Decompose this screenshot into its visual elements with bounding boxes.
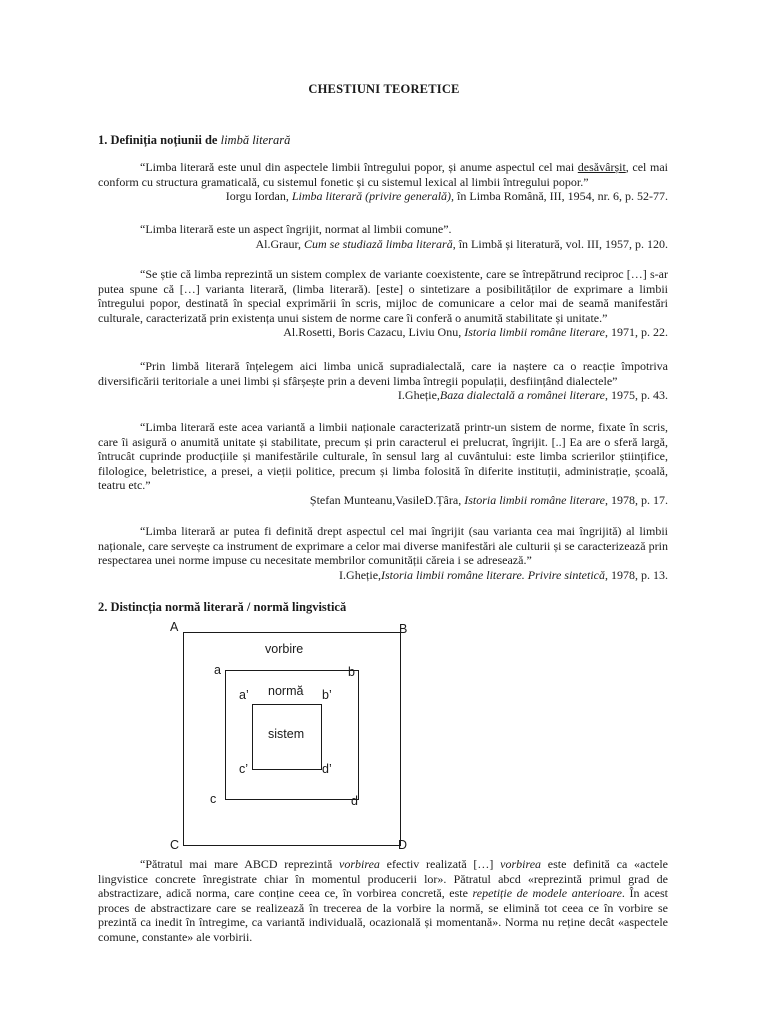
label-inner-a: a’ [239,688,249,702]
label-middle-a: a [214,663,221,677]
quote-source: Iorgu Iordan, Limba literară (privire generală), în Limba Română, III, 1954, nr. 6, p. 52-77. [225,189,668,204]
label-middle-b: b [348,665,355,679]
section-2-heading: 2. Distincția normă literară / normă lingvistică [98,600,347,614]
quote-source: Al.Rosetti, Boris Cazacu, Liviu Onu, Istoria limbii române literare, 1971, p. 22. [283,325,668,340]
label-inner-c: c’ [239,762,249,776]
label-outer-b: B [399,622,408,636]
label-inner-b: b’ [322,688,332,702]
quote-text: “Se știe că limba reprezintă un sistem complex de variante coexistente, care se întrepătrund reciproc […] s-ar putea spune că […] varianta literară, (limba literară). [este] o sintetizare a posibilităților de exprimare a limbii întregului popor, destinată în special exprimării în scris, mijloc de comunicare a celor mai de seamă manifestări culturale, caracterizată prin existența unui sistem de norme care îi conferă o anumită stabilitate și unitate.” [98,267,668,325]
quote-graur [98,222,668,251]
nested-squares-diagram [160,618,420,858]
quote-ghetie-1978 [98,524,668,582]
quote-source: Ștefan Munteanu,VasileD.Țâra, Istoria limbii române literare, 1978, p. 17. [309,492,668,507]
section-1-heading [98,133,290,148]
quote-text: “Limba literară este un aspect îngrijit, normat al limbii comune”. [140,222,452,236]
underlined-word: desăvârșit [577,160,626,174]
label-outer-d: D [398,838,408,852]
quote-iordan [98,160,668,204]
quote-source: Al.Graur, Cum se studiază limba literară, în Limbă și literatură, vol. III, 1957, p. 120. [255,236,668,251]
quote-ghetie-1975 [98,359,668,403]
label-vorbire: vorbire [265,642,304,656]
section-1-term: limbă literară [220,133,291,147]
label-outer-a: A [170,620,179,634]
quote-text: “Limba literară este unul din aspectele limbii întregului popor, și anume aspectul cel mai desăvârșit, cel mai conform cu structura gramaticală, cu sistemul fonetic și cu sistemul lexical al limbii întregului popor.” [98,160,669,189]
label-middle-c: c [210,792,217,806]
label-sistem: sistem [268,727,305,741]
label-outer-c: C [170,838,180,852]
quote-munteanu [98,420,668,508]
quote-text: “Prin limbă literară înțelegem aici limba unică supradialectală, care ia naștere ca o reacție împotriva diversificării teritoriale a unei limbi și sfârșește prin a deveni limba întregii populații, desființând dialectele” [98,359,668,388]
quote-rosetti [98,267,668,340]
quote-source: I.Gheție,Istoria limbii române literare. Privire sintetică, 1978, p. 13. [339,567,668,582]
quote-source: I.Gheție,Baza dialectală a românei literare, 1975, p. 43. [397,388,668,403]
label-middle-d: d [351,794,358,808]
label-norma: normă [268,684,304,698]
final-paragraph [98,857,668,945]
page-title: CHESTIUNI TEORETICE [308,82,460,96]
quote-text: “Limba literară este acea variantă a limbii naționale caracterizată printr-un sistem de norme, fixate în scris, care îi asigură o anumită unitate și stabilitate, precum și prin caracterul ei prelucrat, îngrijit. [..] Ea are o sferă largă, întrucât cuprinde producțiile și manifestările culturale, în sensul larg al cuvântului: este limba scrierilor științifice, filologice, beletristice, a presei, a vieții politice, precum și limba folosită în diferite instituții, administrație, școală, teatru etc.” [98,420,668,493]
label-inner-d: d’ [322,762,332,776]
section-1-label: 1. Definiția noțiunii de [98,133,218,147]
paragraph-text: “Pătratul mai mare ABCD reprezintă vorbirea efectiv realizată […] vorbirea este definită ca «actele lingvistice concrete înregistrate chiar în momentul producerii lor». Pătratul abcd «reprezintă primul grad de abstractizare, adică norma, care conține ceea ce, în vorbirea concretă, este repetiție de modele anterioare. În acest proces de abstractizare care se realizează în trecerea de la vorbire la normă, se elimină tot ceea ce în vorbire se prezintă ca inedit în întregime, ca variantă individuală, ocazională și momentană». Norma nu reține decât «aspectele comune, constante» ale vorbirii. [98,857,668,944]
quote-text: “Limba literară ar putea fi definită drept aspectul cel mai îngrijit (sau varianta cea mai îngrijită) al limbii naționale, care servește ca instrument de exprimare a celor mai diverse manifestări ale culturii și se caracterizează prin respectarea unei norme impuse cu necesitate membrilor comunității căreia i se adresează.” [98,524,668,568]
